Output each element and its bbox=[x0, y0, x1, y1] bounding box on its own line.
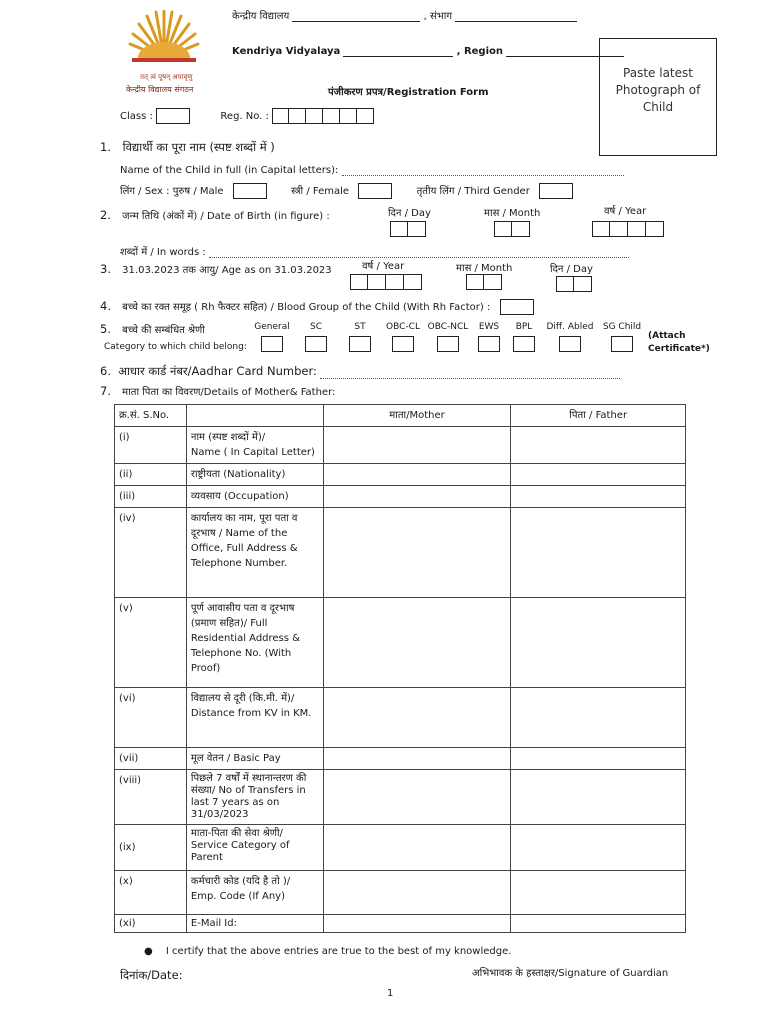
table-header-row bbox=[115, 405, 686, 427]
photo-text-line2: Photograph of bbox=[615, 83, 701, 97]
row-particulars bbox=[186, 508, 323, 598]
reg-cell[interactable] bbox=[289, 108, 306, 124]
row-sno: (xi) bbox=[115, 915, 187, 933]
father-cell[interactable] bbox=[511, 464, 686, 486]
category-label: BPL bbox=[515, 322, 533, 332]
row-hindi: विद्यालय से दूरी (कि.मी. में)/ bbox=[190, 693, 295, 704]
q3-row bbox=[100, 262, 332, 276]
dob-year-cells bbox=[592, 221, 664, 237]
female-label: स्त्री / Female bbox=[291, 186, 350, 197]
father-cell[interactable] bbox=[511, 915, 686, 933]
table-row bbox=[115, 486, 686, 508]
kv-hindi-blank[interactable] bbox=[292, 21, 420, 22]
logo-motto: तत् त्वं पूषन् अपावृणु bbox=[140, 73, 193, 81]
category-checkbox[interactable] bbox=[437, 336, 459, 352]
reg-cell[interactable] bbox=[323, 108, 340, 124]
category-options bbox=[250, 322, 646, 352]
age-year-cell[interactable] bbox=[386, 274, 404, 290]
q7-row bbox=[100, 384, 335, 398]
kv-english-label: Kendriya Vidyalaya bbox=[232, 46, 341, 57]
aadhar-input[interactable] bbox=[320, 378, 620, 379]
q6-num: 6. bbox=[100, 364, 111, 378]
category-st bbox=[338, 322, 382, 352]
header-father: पिता / Father bbox=[511, 405, 686, 427]
sex-label: लिंग / Sex : bbox=[120, 186, 170, 197]
date-label: दिनांक/Date: bbox=[120, 968, 183, 982]
page-number: 1 bbox=[387, 988, 394, 999]
category-checkbox[interactable] bbox=[513, 336, 535, 352]
row-english: Basic Pay bbox=[233, 753, 281, 764]
kv-english-line bbox=[232, 46, 624, 57]
row-sno: (ix) bbox=[115, 825, 187, 871]
q1-heading bbox=[100, 140, 275, 155]
category-checkbox[interactable] bbox=[478, 336, 500, 352]
age-label: 31.03.2023 तक आयु/ Age as on 31.03.2023 bbox=[122, 265, 332, 276]
photo-box[interactable] bbox=[599, 38, 717, 156]
attach-line2: Certificate*) bbox=[648, 344, 710, 354]
reg-cell[interactable] bbox=[306, 108, 323, 124]
parent-details-label: माता पिता का विवरण/Details of Mother& Father: bbox=[122, 387, 336, 398]
mother-cell[interactable] bbox=[323, 598, 511, 688]
blood-group-label: बच्चे का रक्त समूह ( Rh फैक्टर सहित) / Blood Group of the Child (With Rh Factor) : bbox=[122, 302, 491, 313]
age-year-cell[interactable] bbox=[368, 274, 386, 290]
male-label: पुरुष / Male bbox=[172, 186, 224, 197]
mother-cell[interactable] bbox=[323, 770, 511, 825]
dob-label: जन्म तिथि (अंकों में) / Date of Birth (in figure) : bbox=[122, 211, 330, 222]
dob-month-cell[interactable] bbox=[494, 221, 512, 237]
dob-year-cell[interactable] bbox=[592, 221, 610, 237]
category-checkbox[interactable] bbox=[559, 336, 581, 352]
row-english: Name of the Office, Full Address & Telephone Number. bbox=[190, 528, 298, 569]
row-particulars bbox=[186, 688, 323, 748]
table-row bbox=[115, 915, 686, 933]
row-particulars bbox=[186, 871, 323, 915]
category-obc-ncl bbox=[424, 322, 472, 352]
aadhar-label: आधार कार्ड नंबर/Aadhar Card Number: bbox=[118, 364, 317, 378]
q4-num: 4. bbox=[100, 299, 111, 313]
category-label: ST bbox=[354, 322, 366, 332]
category-ews bbox=[472, 322, 506, 352]
kv-hindi-line bbox=[232, 8, 577, 22]
age-year-label: वर्ष / Year bbox=[362, 261, 405, 272]
female-checkbox[interactable] bbox=[358, 183, 392, 199]
mother-cell[interactable] bbox=[323, 871, 511, 915]
row-english: Name ( In Capital Letter) bbox=[190, 447, 315, 458]
male-checkbox[interactable] bbox=[233, 183, 267, 199]
dob-month-label: मास / Month bbox=[484, 208, 541, 219]
q5-num: 5. bbox=[100, 322, 111, 336]
row-english: (Nationality) bbox=[223, 469, 286, 480]
category-checkbox[interactable] bbox=[349, 336, 371, 352]
row-hindi: व्यवसाय bbox=[190, 491, 221, 502]
category-diff-abled bbox=[542, 322, 598, 352]
row-hindi: राष्ट्रीयता bbox=[190, 469, 221, 480]
q5-heading-row bbox=[100, 322, 205, 336]
reg-cell[interactable] bbox=[357, 108, 374, 124]
row-sno: (iv) bbox=[115, 508, 187, 598]
row-english: E-Mail Id: bbox=[190, 918, 237, 929]
father-cell[interactable] bbox=[511, 508, 686, 598]
mother-cell[interactable] bbox=[323, 688, 511, 748]
category-obc-cl bbox=[382, 322, 424, 352]
dob-month-cells bbox=[494, 221, 530, 237]
category-sg-child bbox=[598, 322, 646, 352]
photo-text-line1: Paste latest bbox=[623, 66, 693, 80]
table-row bbox=[115, 871, 686, 915]
row-english: Service Category of Parent bbox=[190, 840, 290, 863]
q2-num: 2. bbox=[100, 208, 111, 222]
category-bpl bbox=[506, 322, 542, 352]
father-cell[interactable] bbox=[511, 688, 686, 748]
row-hindi: कार्यालय का नाम, पूरा पता व दूरभाष / bbox=[190, 513, 298, 539]
row-english: Distance from KV in KM. bbox=[190, 708, 312, 719]
table-row bbox=[115, 825, 686, 871]
category-checkbox[interactable] bbox=[305, 336, 327, 352]
row-hindi: मूल वेतन / bbox=[190, 753, 231, 764]
q1-name-row bbox=[120, 165, 624, 176]
age-year-cells bbox=[350, 274, 422, 290]
certify-line bbox=[144, 946, 511, 957]
dob-year-cell[interactable] bbox=[646, 221, 664, 237]
dob-month-cell[interactable] bbox=[512, 221, 530, 237]
row-hindi: कर्मचारी कोड (यदि है तो )/ bbox=[190, 876, 291, 887]
age-day-cell[interactable] bbox=[556, 276, 574, 292]
category-sc bbox=[294, 322, 338, 352]
table-row bbox=[115, 770, 686, 825]
category-label: OBC-NCL bbox=[427, 322, 469, 332]
row-sno: (ii) bbox=[115, 464, 187, 486]
row-particulars bbox=[186, 915, 323, 933]
row-sno: (vii) bbox=[115, 748, 187, 770]
reg-label: Reg. No. : bbox=[220, 111, 269, 122]
category-label: General bbox=[254, 322, 290, 332]
dob-year-cell[interactable] bbox=[610, 221, 628, 237]
class-label: Class : bbox=[120, 111, 153, 122]
table-row bbox=[115, 598, 686, 688]
region-hindi-label: , संभाग bbox=[423, 11, 453, 22]
header-particulars bbox=[186, 405, 323, 427]
row-sno: (i) bbox=[115, 427, 187, 464]
photo-text-line3: Child bbox=[642, 100, 674, 114]
table-row bbox=[115, 748, 686, 770]
father-cell[interactable] bbox=[511, 825, 686, 871]
category-label: SG Child bbox=[602, 322, 642, 332]
row-particulars bbox=[186, 464, 323, 486]
reg-cell[interactable] bbox=[340, 108, 357, 124]
dob-year-cell[interactable] bbox=[628, 221, 646, 237]
age-year-cell[interactable] bbox=[350, 274, 368, 290]
parent-details-table bbox=[114, 404, 686, 933]
father-cell[interactable] bbox=[511, 598, 686, 688]
third-gender-checkbox[interactable] bbox=[539, 183, 573, 199]
father-cell[interactable] bbox=[511, 770, 686, 825]
father-cell[interactable] bbox=[511, 427, 686, 464]
class-reg-row bbox=[120, 108, 374, 124]
reg-no-cells bbox=[272, 108, 374, 124]
bullet-icon: ● bbox=[144, 946, 153, 957]
attach-certificate-note bbox=[648, 330, 710, 356]
row-hindi: पिछले 7 वर्षों में स्थानान्तरण की संख्या/ bbox=[190, 773, 307, 796]
rising-sun-logo-icon bbox=[124, 10, 204, 66]
mother-cell[interactable] bbox=[323, 486, 511, 508]
age-day-cells bbox=[556, 276, 592, 292]
table-row bbox=[115, 508, 686, 598]
category-general bbox=[250, 322, 294, 352]
row-english: Full Residential Address & Telephone No. (With Proof) bbox=[190, 618, 300, 674]
row-sno: (v) bbox=[115, 598, 187, 688]
category-checkbox[interactable] bbox=[611, 336, 633, 352]
dob-day-cells bbox=[390, 221, 426, 237]
q2-row bbox=[100, 208, 330, 222]
certify-text: I certify that the above entries are true to the best of my knowledge. bbox=[165, 946, 512, 957]
row-hindi: माता-पिता की सेवा श्रेणी/ bbox=[190, 828, 283, 839]
kv-hindi-label: केन्द्रीय विद्यालय bbox=[232, 11, 290, 22]
row-sno: (x) bbox=[115, 871, 187, 915]
dob-day-cell[interactable] bbox=[390, 221, 408, 237]
category-heading: बच्चे की सम्बंधित श्रेणी bbox=[122, 325, 205, 336]
row-particulars bbox=[186, 770, 323, 825]
age-month-label: मास / Month bbox=[456, 263, 513, 274]
q6-row bbox=[100, 364, 620, 379]
blood-group-input[interactable] bbox=[500, 299, 534, 315]
row-sno: (viii) bbox=[115, 770, 187, 825]
row-particulars bbox=[186, 825, 323, 871]
category-label: EWS bbox=[478, 322, 500, 332]
mother-cell[interactable] bbox=[323, 464, 511, 486]
mother-cell[interactable] bbox=[323, 825, 511, 871]
row-hindi: नाम (स्पष्ट शब्दों में)/ bbox=[190, 432, 266, 443]
age-month-cells bbox=[466, 274, 502, 290]
dob-words-label: शब्दों में / In words : bbox=[120, 247, 206, 258]
father-cell[interactable] bbox=[511, 748, 686, 770]
header-mother: माता/Mother bbox=[323, 405, 511, 427]
row-sno: (iii) bbox=[115, 486, 187, 508]
dob-words-row bbox=[120, 244, 629, 258]
attach-line1: (Attach bbox=[648, 331, 686, 341]
category-label: OBC-CL bbox=[386, 322, 420, 332]
table-row bbox=[115, 464, 686, 486]
row-english: Emp. Code (If Any) bbox=[190, 891, 285, 902]
row-particulars bbox=[186, 748, 323, 770]
third-gender-label: तृतीय लिंग / Third Gender bbox=[416, 186, 530, 197]
category-label: SC bbox=[310, 322, 322, 332]
category-label: Diff. Abled bbox=[546, 322, 594, 332]
mother-cell[interactable] bbox=[323, 508, 511, 598]
q1-num: 1. bbox=[100, 140, 111, 154]
row-particulars bbox=[186, 598, 323, 688]
class-input[interactable] bbox=[156, 108, 190, 124]
q7-num: 7. bbox=[100, 384, 111, 398]
row-sno: (vi) bbox=[115, 688, 187, 748]
guardian-signature-label: अभिभावक के हस्ताक्षर/Signature of Guardian bbox=[472, 968, 669, 979]
dob-year-label: वर्ष / Year bbox=[604, 206, 647, 217]
age-day-cell[interactable] bbox=[574, 276, 592, 292]
q1-heading-text: विद्यार्थी का पूरा नाम (स्पष्ट शब्दों में ) bbox=[122, 140, 275, 154]
header-sno: क्र.सं. S.No. bbox=[115, 405, 187, 427]
row-hindi: पूर्ण आवासीय पता व दूरभाष (प्रमाण सहित)/ bbox=[190, 603, 295, 629]
row-particulars bbox=[186, 486, 323, 508]
region-hindi-blank[interactable] bbox=[455, 21, 577, 22]
row-particulars bbox=[186, 427, 323, 464]
q3-num: 3. bbox=[100, 262, 111, 276]
logo-org-name: केन्द्रीय विद्यालय संगठन bbox=[126, 85, 194, 94]
table-row bbox=[115, 427, 686, 464]
dob-day-label: दिन / Day bbox=[388, 208, 431, 219]
father-cell[interactable] bbox=[511, 871, 686, 915]
age-month-cell[interactable] bbox=[484, 274, 502, 290]
category-checkbox[interactable] bbox=[261, 336, 283, 352]
father-cell[interactable] bbox=[511, 486, 686, 508]
reg-cell[interactable] bbox=[272, 108, 289, 124]
age-year-cell[interactable] bbox=[404, 274, 422, 290]
age-month-cell[interactable] bbox=[466, 274, 484, 290]
q1-sex-row bbox=[120, 183, 573, 199]
q1-name-label: Name of the Child in full (in Capital letters): bbox=[120, 165, 339, 176]
table-row bbox=[115, 688, 686, 748]
child-name-input[interactable] bbox=[342, 175, 624, 176]
form-title: पंजीकरण प्रपत्र/Registration Form bbox=[328, 87, 489, 98]
q4-row bbox=[100, 299, 534, 315]
row-english: (Occupation) bbox=[224, 491, 289, 502]
mother-cell[interactable] bbox=[323, 427, 511, 464]
age-day-label: दिन / Day bbox=[550, 264, 593, 275]
kv-english-blank[interactable] bbox=[343, 56, 453, 57]
category-checkbox[interactable] bbox=[392, 336, 414, 352]
category-sub-label: Category to which child belong: bbox=[104, 342, 247, 352]
region-english-label: , Region bbox=[456, 46, 504, 57]
dob-words-input[interactable] bbox=[209, 257, 629, 258]
dob-day-cell[interactable] bbox=[408, 221, 426, 237]
mother-cell[interactable] bbox=[323, 915, 511, 933]
row-english: No of Transfers in last 7 years as on 31/03/2023 bbox=[190, 785, 306, 820]
mother-cell[interactable] bbox=[323, 748, 511, 770]
